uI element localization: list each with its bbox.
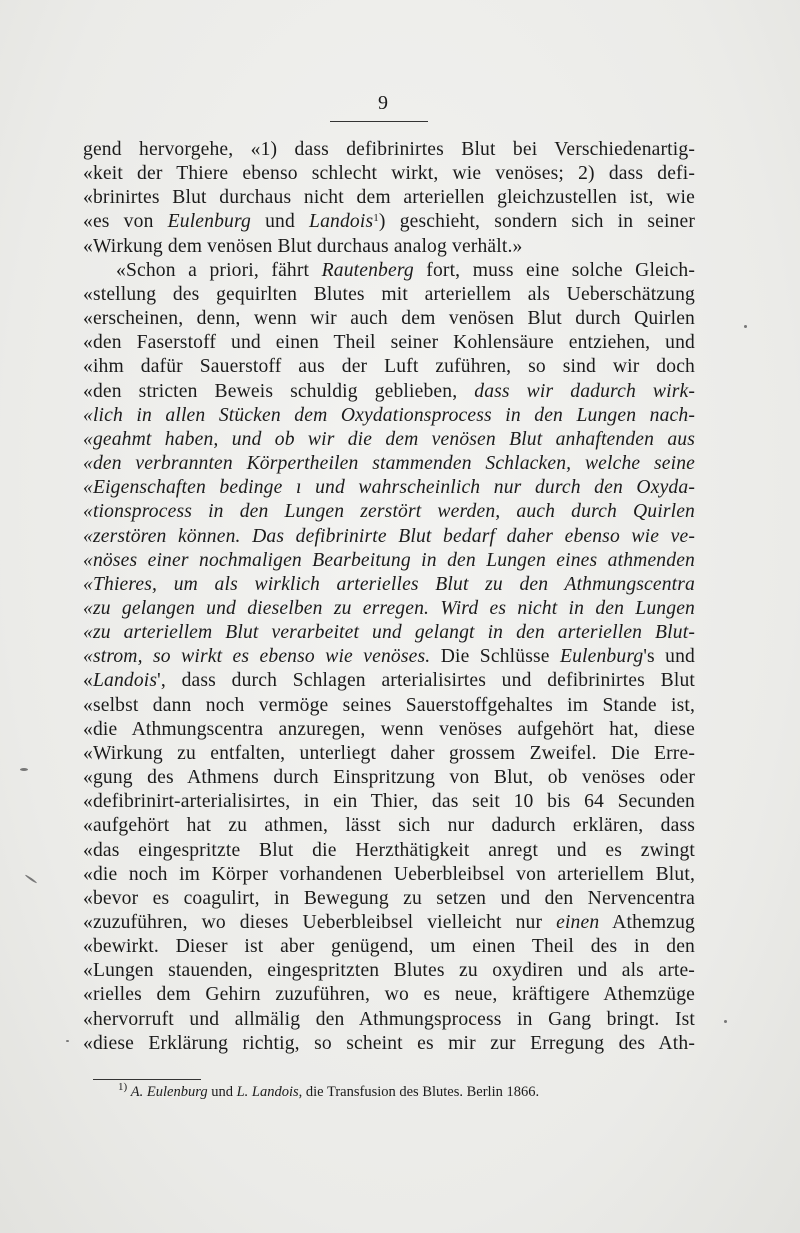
footnote-rule: [93, 1079, 201, 1080]
text-line: [83, 839, 695, 863]
text-line: [83, 162, 695, 186]
text-run: ) geschieht, sondern sich in seiner: [378, 211, 696, 233]
text-line: [83, 404, 695, 428]
text-line: [83, 549, 695, 573]
italic-text: «nöses einer nochmaligen Bearbeitung in den Lungen eines athmenden: [83, 549, 695, 571]
text-run: «die noch im Körper vorhandenen Ueberbleibsel von arteriellem Blut,: [83, 863, 695, 885]
page-speck: [744, 325, 747, 328]
text-run: «gung des Athmens durch Einspritzung von Blut, ob venöses oder: [83, 767, 695, 789]
footnote-and: und: [207, 1084, 237, 1100]
text-line: [83, 525, 695, 549]
text-run: «hervorruft und allmälig den Athmungsprocess in Gang bringt. Ist: [83, 1008, 695, 1030]
italic-text: «zerstören können. Das defibrinirte Blut bedarf daher ebenso wie ve-: [83, 525, 695, 547]
header-rule: [330, 121, 428, 122]
text-line: [83, 645, 695, 669]
italic-text: «zu gelangen und dieselben zu erregen. Wird es nicht in den Lungen: [83, 597, 695, 619]
text-run: «bewirkt. Dieser ist aber genügend, um einen Theil des in den: [83, 936, 695, 958]
text-run: «stellung des gequirlten Blutes mit arteriellem als Ueberschätzung: [83, 283, 695, 305]
italic-text: einen: [556, 912, 600, 933]
text-line: [83, 911, 695, 935]
text-line: [83, 428, 695, 452]
text-line: [83, 766, 695, 790]
footnote-author-2: L. Landois: [236, 1084, 299, 1100]
text-run: «den Faserstoff und einen Theil seiner Kohlensäure entziehen, und: [83, 332, 695, 354]
text-run: ', dass durch Schlagen arterialisirtes und defibrinirtes Blut: [157, 670, 695, 692]
text-run: gend hervorgehe, «1) dass defibrinirtes Blut bei Verschiedenartig-: [83, 139, 695, 160]
text-run: fort, muss eine solche Gleich-: [413, 259, 695, 281]
text-line: [83, 935, 695, 959]
text-line: [83, 186, 695, 210]
text-run: «Schon a priori, fährt: [116, 259, 322, 281]
text-run: «rielles dem Gehirn zuzuführen, wo es neue, kräftigere Athemzüge: [83, 984, 695, 1006]
text-run: und: [250, 211, 310, 233]
italic-text: dass wir dadurch wirk-: [474, 380, 695, 402]
italic-text: Eulenburg: [559, 646, 644, 668]
text-run: «defibrinirt-arterialisirtes, in ein Thier, das seit 10 bis 64 Secunden: [83, 791, 695, 813]
page-number: 9: [378, 92, 388, 114]
footnote-citation: , die Transfusion des Blutes. Berlin 1866.: [298, 1084, 540, 1100]
text-run: «brinirtes Blut durchaus nicht dem arteriellen gleichzustellen ist, wie: [83, 187, 695, 209]
text-line: [83, 959, 695, 983]
text-line: [83, 331, 695, 355]
page-speck: [724, 1020, 727, 1023]
text-line: [83, 259, 695, 283]
text-line: [83, 476, 695, 500]
text-line: [83, 887, 695, 911]
text-run: «zuzuführen, wo dieses Ueberbleibsel vielleicht nur: [83, 912, 557, 933]
page-speck: [20, 768, 28, 771]
footnote-ref: 1: [373, 212, 379, 225]
text-line: [83, 983, 695, 1007]
text-run: «: [83, 670, 93, 692]
text-run: «Wirkung dem venösen Blut durchaus analog verhält.»: [83, 235, 523, 257]
italic-text: Landois: [309, 211, 374, 233]
page-speck: [66, 1040, 69, 1042]
italic-text: «geahmt haben, und ob wir die dem venösen Blut anhaftenden aus: [83, 428, 695, 450]
text-run: «selbst dann noch vermöge seines Sauerstoffgehaltes im Stande ist,: [83, 694, 695, 716]
italic-text: «Eigenschaften bedinge ı und wahrscheinlich nur durch den Oxyda-: [83, 477, 695, 499]
italic-text: Landois: [92, 670, 158, 692]
text-line: [83, 790, 695, 814]
text-line: [83, 235, 695, 259]
text-run: «Wirkung zu entfalten, unterliegt daher grossem Zweifel. Die Erre-: [83, 742, 695, 764]
text-line: [83, 1008, 695, 1032]
text-line: [83, 1032, 695, 1056]
text-run: 's und: [643, 646, 695, 668]
text-run: «die Athmungscentra anzuregen, wenn venöses aufgehört hat, diese: [83, 718, 695, 740]
text-line: [83, 597, 695, 621]
text-run: «das eingespritzte Blut die Herzthätigkeit anregt und es zwingt: [83, 839, 695, 861]
text-line: [83, 283, 695, 307]
text-run: «keit der Thiere ebenso schlecht wirkt, wie venöses; 2) dass defi-: [83, 163, 695, 185]
text-line: [83, 694, 695, 718]
text-line: [83, 573, 695, 597]
text-run: «ihm dafür Sauerstoff aus der Luft zuführen, so sind wir doch: [83, 356, 695, 378]
text-line: [83, 307, 695, 331]
text-line: [83, 138, 695, 162]
text-run: «es von: [83, 211, 168, 233]
italic-text: «zu arteriellem Blut verarbeitet und gelangt in den arteriellen Blut-: [83, 622, 695, 644]
text-run: «bevor es coagulirt, in Bewegung zu setzen und den Nervencentra: [83, 887, 695, 909]
text-line: [83, 500, 695, 524]
italic-text: «strom, so wirkt es ebenso wie venöses.: [83, 646, 431, 668]
footnote: [118, 1083, 678, 1101]
text-run: Die Schlüsse: [430, 646, 560, 668]
text-run: «aufgehört hat zu athmen, lässt sich nur dadurch erklären, dass: [83, 815, 695, 837]
italic-text: Rautenberg: [321, 259, 414, 281]
page-speck: [25, 874, 38, 884]
italic-text: «lich in allen Stücken dem Oxydationsprocess in den Lungen nach-: [83, 404, 695, 426]
text-line: [83, 380, 695, 404]
text-line: [83, 718, 695, 742]
italic-text: Eulenburg: [167, 211, 251, 233]
text-line: [83, 863, 695, 887]
text-run: Athemzug: [599, 912, 695, 933]
italic-text: «tionsprocess in den Lungen zerstört werden, auch durch Quirlen: [83, 501, 695, 523]
text-line: [83, 814, 695, 838]
italic-text: «den verbrannten Körpertheilen stammenden Schlacken, welche seine: [83, 453, 695, 475]
text-run: «den stricten Beweis schuldig geblieben,: [83, 380, 475, 402]
text-line: [83, 742, 695, 766]
footnote-author-1: A. Eulenburg: [130, 1084, 208, 1100]
text-line: [83, 669, 695, 693]
text-line: [83, 452, 695, 476]
italic-text: «Thieres, um als wirklich arterielles Blut zu den Athmungscentra: [83, 573, 695, 595]
footnote-mark: 1): [118, 1081, 128, 1093]
text-run: «Lungen stauenden, eingespritzten Blutes zu oxydiren und als arte-: [83, 960, 695, 982]
text-line: [83, 355, 695, 379]
text-run: «diese Erklärung richtig, so scheint es mir zur Erregung des Ath-: [83, 1032, 695, 1054]
text-line: [83, 210, 695, 234]
body-text: [83, 138, 695, 1056]
text-line: [83, 621, 695, 645]
text-run: «erscheinen, denn, wenn wir auch dem venösen Blut durch Quirlen: [83, 308, 695, 330]
